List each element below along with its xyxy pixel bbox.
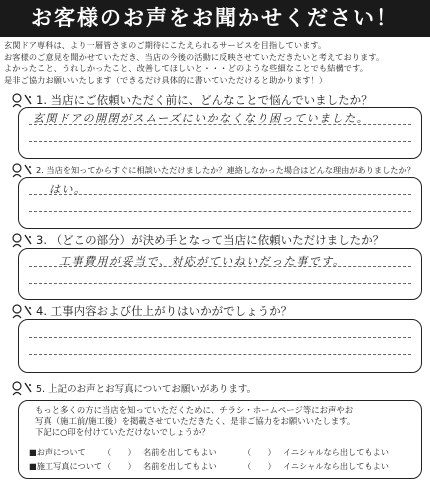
person-pencil-icon — [10, 303, 34, 319]
answer-box-4[interactable] — [18, 319, 422, 373]
question-3-label: 3. （どこの部分）が決め手となって当店に依頼いただけましたか？ — [36, 233, 385, 247]
page-header — [0, 0, 430, 37]
consent-line: 写真（施工前/施工後）を掲載させていただきたく、是非ご協力をお願いいたします。 — [35, 416, 356, 426]
answer-box-3[interactable] — [18, 248, 422, 300]
answer-box-2[interactable] — [18, 177, 422, 229]
consent-request-text — [35, 405, 415, 438]
answer-line — [29, 283, 411, 284]
intro-line: お客様のご意見を聞かせていただき、当店の今後の活動に反映させていただきたいと考えております。 — [4, 51, 385, 62]
question-2-label: 2. 当店を知ってからすぐに相談いただけましたか？連絡しなかった場合はどんな理由がありましたか？ — [36, 164, 415, 175]
question-3 — [10, 232, 384, 248]
intro-line: よかったこと、うれしかったこと、改善してほしいと・・・どのような些細なことでも結構です。 — [4, 63, 368, 73]
intro-line: 是非ご協力お願いいたします（できるだけ具体的に書いていただけると助かります！） — [4, 74, 328, 85]
consent-option-initial: イニシャルなら出してもよい — [283, 461, 389, 471]
question-5-label: 5. 上記のお声とお写真についてお願いがあります。 — [36, 384, 257, 395]
photo-consent-box — [18, 400, 422, 479]
answer-line — [29, 141, 411, 142]
consent-checkbox-name[interactable]: （ ） — [103, 447, 136, 457]
consent-checkbox-name[interactable]: （ ） — [103, 461, 136, 471]
question-1-label: 1. 当店にご依頼いただく前に、どんなことで悩んでいましたか？ — [36, 93, 373, 107]
intro-line: 玄関ドア専科は、より一層皆さまのご期待にこたえられるサービスを目指しています。 — [4, 40, 327, 50]
answer-box-1[interactable] — [18, 107, 422, 159]
consent-line: 下記に○印を付けていただけないでしょうか？ — [35, 427, 210, 437]
consent-option-name: 名前を出してもよい — [143, 447, 217, 457]
intro-text — [4, 40, 428, 86]
consent-row-photo — [29, 461, 389, 472]
answer-line — [29, 211, 411, 212]
question-1 — [10, 92, 373, 108]
question-4 — [10, 303, 292, 319]
person-pencil-icon — [10, 232, 34, 248]
person-pencil-icon — [10, 162, 34, 178]
answer-1-text: 玄関ドアの開閉がスムーズにいかなくなり困っていました。 — [33, 112, 370, 125]
page-title: お客様のお声をお聞かせください！ — [31, 6, 399, 30]
question-2 — [10, 162, 415, 178]
consent-row-label: ■施工写真について — [29, 461, 103, 471]
person-pencil-icon — [10, 92, 34, 108]
consent-row-label: ■お声について — [29, 447, 86, 457]
question-5 — [10, 380, 256, 396]
question-4-label: 4. 工事内容および仕上がりはいかがでしょうか？ — [36, 304, 293, 318]
consent-checkbox-initial[interactable]: （ ） — [243, 447, 276, 457]
consent-line: もっと多くの方に当店を知っていただくために、チラシ・ホームページ等にお声やお — [35, 405, 354, 415]
consent-row-voice — [29, 447, 389, 458]
consent-option-initial: イニシャルなら出してもよい — [283, 447, 389, 457]
consent-checkbox-initial[interactable]: （ ） — [243, 461, 276, 471]
answer-line — [29, 354, 411, 355]
consent-option-name: 名前を出してもよい — [143, 461, 217, 471]
answer-2-text: はい。 — [49, 183, 87, 196]
answer-3-text: 工事費用が妥当で、対応がていねいだった事です。 — [59, 255, 346, 268]
person-pencil-icon — [10, 380, 34, 396]
answer-line — [29, 337, 411, 338]
